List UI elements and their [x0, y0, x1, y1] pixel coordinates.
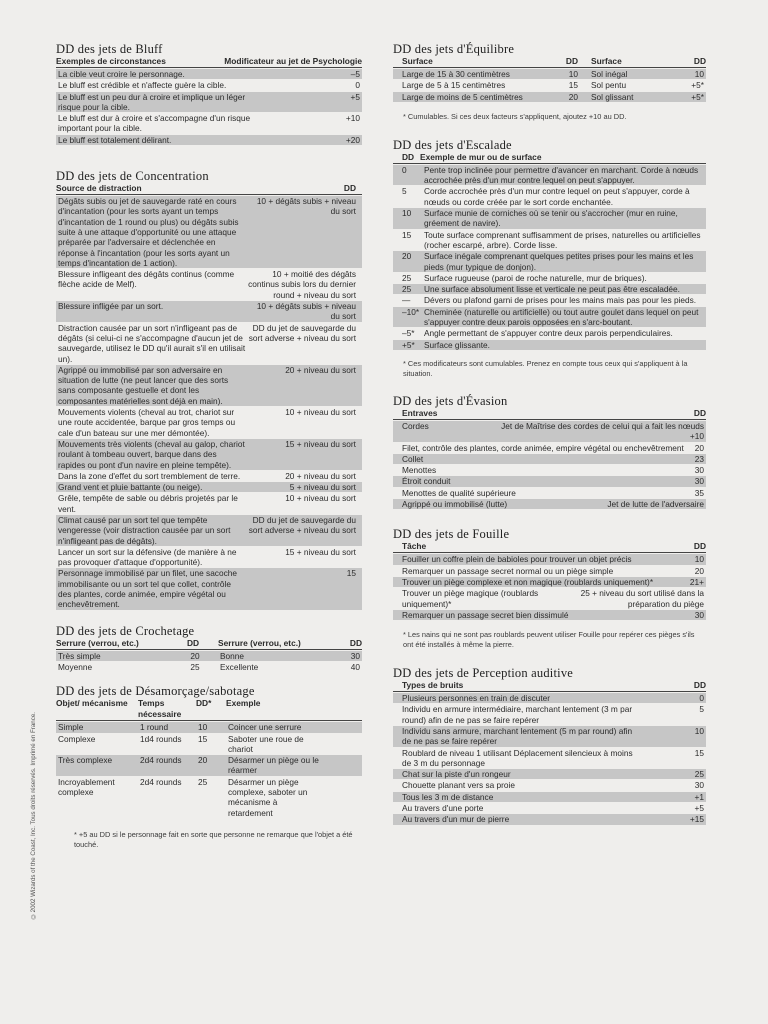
table-row — [393, 340, 706, 350]
right-column — [393, 42, 706, 825]
table-cell: 15 + niveau du sort — [285, 546, 356, 557]
table-row — [56, 722, 362, 732]
table-cell: 10 — [568, 69, 578, 79]
table-cell: 30 — [694, 476, 704, 487]
table-cell: 25 — [694, 769, 704, 780]
table-cell: Large de 15 à 30 centimètres — [402, 69, 510, 79]
table-cell: 5 + niveau du sort — [289, 482, 356, 493]
table-cell: 20 + niveau du sort — [285, 470, 356, 481]
table-cell: Remarquer un passage secret bien dissimulé — [402, 609, 569, 620]
table-cell: 23 — [694, 453, 704, 464]
table-cell: 20 — [568, 91, 578, 102]
table-cell: Agrippé ou immobilisé (lutte) — [402, 499, 508, 510]
table-cell: Une surface absolument lisse et verticale ne peut pas être escaladée. — [424, 284, 680, 295]
table-row — [393, 488, 706, 498]
table-cell: Individu en armure intermédiaire, marchant lentement (3 m par round) afin de ne pas se faire repérer — [402, 704, 633, 725]
table-cell: — — [402, 295, 411, 306]
fouille-note: * Les nains qui ne sont pas roublards peuvent utiliser Fouille pour repérer ces pièges s'ils ont été installés à même la pierre. — [403, 630, 695, 650]
table-cell: 40 — [350, 661, 360, 672]
table-row — [56, 482, 362, 492]
table-cell: Jet de lutte de l'adversaire — [607, 499, 704, 510]
table-cell: Surface inégale comprenant quelques petites prises pour les mains et les pieds (mur typique de donjon). — [424, 251, 694, 272]
table-cell: Surface glissante. — [424, 339, 490, 350]
table-cell: Grand vent et pluie battante (ou neige). — [58, 482, 203, 493]
table-row — [56, 196, 362, 268]
table-cell: 15 — [346, 568, 356, 579]
table-row — [56, 69, 362, 79]
left-column — [56, 42, 362, 850]
table-cell: Désarmer un piège complexe, saboter un mécanisme à retardement — [228, 776, 308, 818]
table-cell: Coincer une serrure — [228, 722, 302, 733]
table-cell: 20 — [402, 251, 412, 262]
table-cell: 2d4 rounds — [140, 755, 182, 766]
table-header: Types de bruits DD — [393, 680, 706, 692]
table-cell: 20 — [694, 442, 704, 453]
table-cell: Mouvements violents (cheval au trot, chariot sur une route accidentée, barque par gros temps ou cale d'un bateau sur une mer démontée). — [58, 407, 236, 438]
table-row — [393, 769, 706, 779]
table-cell: +5* — [691, 80, 704, 91]
table-header: Tâche DD — [393, 541, 706, 553]
table-cell: Climat causé par un sort tel que tempête vengeresse (voir distraction causée par un sort n'infligeant pas de dégâts). — [58, 514, 231, 546]
table-cell: +15 — [689, 814, 704, 825]
table-cell: 10 + niveau du sort — [285, 407, 356, 418]
table-cell: Très complexe — [58, 755, 113, 766]
table-row — [393, 780, 706, 790]
table-cell: 0 — [402, 164, 407, 175]
table-cell: Chouette planant vers sa proie — [402, 780, 516, 791]
table-row — [56, 568, 362, 609]
perception-section — [393, 666, 706, 825]
table-cell: +5* — [691, 91, 704, 102]
table-cell: 30 — [350, 650, 360, 661]
evasion-table — [393, 421, 706, 509]
table-cell: +5* — [402, 339, 415, 350]
table-row — [393, 476, 706, 486]
table-cell: 10 + dégâts subis + niveau du sort — [256, 301, 356, 322]
table-cell: Au travers d'une porte — [402, 803, 484, 814]
table-header: Exemples de circonstances Modificateur au jet de Psychologie — [56, 56, 362, 66]
table-cell: +5 — [694, 803, 704, 814]
table-cell: 25 + niveau du sort utilisé dans la préparation du piège — [580, 588, 704, 609]
table-cell: Blessure infligée par un sort. — [58, 301, 164, 312]
equilibre-section — [393, 42, 706, 122]
table-cell: 15 — [568, 80, 578, 91]
table-cell: Le bluff est crédible et n'affecte guère la cible. — [58, 80, 227, 91]
table-row — [393, 814, 706, 824]
table-cell: DD du jet de sauvegarde du sort adverse + niveau du sort — [248, 514, 356, 536]
table-cell: Cordes — [402, 420, 429, 431]
table-row — [393, 577, 706, 587]
table-cell: 10 — [402, 208, 412, 219]
table-row — [393, 499, 706, 509]
table-row — [393, 726, 706, 747]
table-row — [393, 693, 706, 703]
escalade-note: * Ces modificateurs sont cumulables. Prenez en compte tous ceux qui s'appliquent à la situation. — [403, 358, 688, 378]
table-row — [56, 439, 362, 470]
table-row — [393, 208, 706, 229]
table-cell: 30 — [694, 780, 704, 791]
table-cell: Large de moins de 5 centimètres — [402, 91, 523, 102]
table-cell: Saboter une roue de chariot — [228, 733, 304, 754]
table-row — [56, 755, 362, 776]
table-cell: –10* — [402, 306, 420, 317]
table-cell: 10 — [694, 69, 704, 79]
table-cell: 1 round — [140, 722, 169, 733]
table-row — [393, 251, 706, 272]
table-cell: +20 — [345, 134, 360, 145]
table-row — [56, 547, 362, 568]
table-cell: Surface rugueuse (paroi de roche naturelle, mur de briques). — [424, 272, 647, 283]
table-row — [393, 566, 706, 576]
table-cell: Mouvements très violents (cheval au galop, chariot roulant à tombeau ouvert, barque dans des rapides ou pont d'un navire en pleine tempête). — [58, 438, 245, 470]
table-cell: Agrippé ou immobilisé par son adversaire en situation de lutte (ne peut lancer que des sorts sans composante gestuelle et dont les composantes matérielles sont déjà en main). — [58, 364, 229, 406]
table-header: Serrure (verrou, etc.) DD Serrure (verrou, etc.) DD — [56, 637, 362, 648]
table-cell: –5* — [402, 328, 415, 339]
table-row — [56, 301, 362, 322]
table-row — [393, 284, 706, 294]
escalade-section — [393, 138, 706, 379]
fouille-section — [393, 527, 706, 650]
table-row — [393, 165, 706, 186]
table-cell: 5 — [699, 704, 704, 715]
section-title: DD des jets de Concentration — [56, 169, 209, 184]
table-cell: Jet de Maîtrise des cordes de celui qui a fait les nœuds +10 — [501, 420, 704, 442]
section-title: DD des jets d'Équilibre — [393, 42, 515, 56]
table-cell: 25 — [190, 661, 200, 672]
table-row — [56, 777, 362, 818]
table-row — [56, 493, 362, 514]
table-cell: Désarmer un piège ou le réarmer — [228, 755, 319, 776]
sabotage-section — [56, 684, 362, 850]
table-row — [393, 92, 706, 102]
table-cell: Angle permettant de s'appuyer contre deux parois perpendiculaires. — [424, 328, 673, 339]
table-cell: 30 — [694, 609, 704, 620]
equilibre-note: * Cumulables. Si ces deux facteurs s'appliquent, ajoutez +10 au DD. — [403, 111, 627, 121]
table-row — [393, 465, 706, 475]
table-cell: Personnage immobilisé par un filet, une sacoche immobilisante ou un sort tel que collet, contrôle des plantes, corde animée, empire végétal ou enchevêtrement. — [58, 568, 237, 610]
table-cell: Menottes — [402, 465, 437, 476]
crochetage-table — [56, 651, 362, 673]
table-cell: Trouver un piège magique (roublards uniquement)* — [402, 588, 539, 609]
table-cell: Au travers d'un mur de pierre — [402, 814, 510, 825]
table-cell: 20 — [694, 565, 704, 576]
concentration-table — [56, 196, 362, 610]
copyright-notice: ©2002 Wizards of the Coast, Inc. Tous droits réservés. Imprimé en France. — [30, 712, 37, 920]
section-title: DD des jets de Crochetage — [56, 623, 195, 638]
table-cell: 10 — [694, 554, 704, 565]
table-cell: 20 — [190, 650, 200, 661]
table-cell: Excellente — [220, 661, 259, 672]
table-row — [393, 748, 706, 769]
table-cell: Roublard de niveau 1 utilisant Déplacement silencieux à moins de 3 m du personnage — [402, 747, 633, 768]
table-cell: +10 — [345, 113, 360, 124]
table-cell: Lancer un sort sur la défensive (de manière à ne pas provoquer d'attaque d'opportunité). — [58, 546, 237, 568]
table-row — [393, 610, 706, 620]
table-row — [56, 323, 362, 364]
table-cell: +5 — [350, 91, 360, 102]
table-cell: Filet, contrôle des plantes, corde animée, empire végétal ou enchevêtrement — [402, 442, 684, 453]
table-row — [393, 803, 706, 813]
table-row — [56, 407, 362, 438]
table-header: Entraves DD — [393, 408, 706, 420]
table-cell: 10 + niveau du sort — [285, 493, 356, 504]
table-header: Objet/ mécanisme Temps nécessaire DD* Exemple — [56, 698, 362, 721]
table-cell: DD du jet de sauvegarde du sort adverse + niveau du sort — [248, 322, 356, 343]
table-cell: Fouiller un coffre plein de babioles pour trouver un objet précis — [402, 554, 632, 565]
table-cell: Blessure infligeant des dégâts continus (comme flèche acide de Melf). — [58, 269, 235, 290]
section-title: DD des jets de Bluff — [56, 42, 163, 56]
fouille-table — [393, 554, 706, 620]
table-cell: Incroyablement complexe — [58, 776, 115, 798]
table-cell: 10 — [694, 725, 704, 736]
table-cell: Dégâts subis ou jet de sauvegarde raté en cours d'incantation (pour les sorts ayant un temps d'incantation de 1 round ou plus) ou dégâts subis suite à une attaque d'opportunité ou une attaque préparée par l'adversaire et déclenchée en réponse à l'incantation (pour les sorts ayant un temps d'incantation de 1 action). — [58, 196, 239, 268]
table-cell: 2d4 rounds — [140, 776, 182, 787]
escalade-table — [393, 165, 706, 350]
evasion-section — [393, 394, 706, 509]
table-cell: 10 + moitié des dégâts continus subis lors du dernier round + niveau du sort — [248, 269, 356, 300]
equilibre-table — [393, 69, 706, 102]
table-row — [393, 454, 706, 464]
table-row — [56, 662, 362, 672]
table-cell: Grêle, tempête de sable ou débris projetés par le vent. — [58, 493, 238, 514]
table-cell: 25 — [402, 272, 412, 283]
table-header: DD Exemple de mur ou de surface — [393, 152, 706, 164]
table-cell: 10 — [198, 722, 208, 733]
table-cell: 5 — [402, 186, 407, 197]
section-title: DD des jets de Fouille — [393, 527, 510, 542]
table-cell: Sol pentu — [591, 80, 627, 91]
table-cell: 35 — [694, 487, 704, 498]
table-cell: 15 — [694, 747, 704, 758]
table-cell: 15 + niveau du sort — [285, 438, 356, 449]
table-cell: Corde accrochée près d'un mur contre lequel on peut s'appuyer, corde à nœuds ou corde créée par le sort corde enchantée. — [424, 186, 690, 207]
table-row — [393, 295, 706, 305]
table-cell: Moyenne — [58, 661, 93, 672]
table-row — [393, 273, 706, 283]
table-cell: 20 — [198, 755, 208, 766]
table-cell: Étroit conduit — [402, 476, 451, 487]
table-row — [56, 80, 362, 90]
table-cell: Bonne — [220, 650, 244, 661]
table-cell: Tous les 3 m de distance — [402, 791, 494, 802]
table-cell: 15 — [402, 229, 412, 240]
table-row — [393, 554, 706, 564]
table-row — [393, 69, 706, 79]
table-cell: 20 + niveau du sort — [285, 364, 356, 375]
table-cell: Le bluff est un peu dur à croire et implique un léger risque pour la cible. — [58, 91, 246, 112]
table-cell: Large de 5 à 15 centimètres — [402, 80, 506, 91]
table-cell: Dévers ou plafond garni de prises pour les mains mais pas pour les pieds. — [424, 295, 697, 306]
table-cell: 1d4 rounds — [140, 733, 182, 744]
table-cell: Surface munie de corniches où se tenir ou s'accrocher (mur en ruine, gréement de navire). — [424, 208, 678, 229]
table-cell: +1 — [694, 791, 704, 802]
table-cell: –5 — [350, 69, 360, 79]
table-cell: Sol glissant — [591, 91, 634, 102]
table-row — [56, 651, 362, 661]
table-cell: 0 — [699, 693, 704, 704]
sabotage-note: * +5 au DD si le personnage fait en sorte que personne ne remarque que l'objet a été touché. — [74, 829, 353, 849]
sabotage-table — [56, 722, 362, 818]
table-cell: Menottes de qualité supérieure — [402, 487, 516, 498]
table-cell: 25 — [402, 284, 412, 295]
table-cell: Collet — [402, 453, 424, 464]
table-cell: Pente trop inclinée pour permettre d'avancer en marchant. Corde à nœuds accrochée près d'un mur contre lequel on peut s'appuyer. — [424, 164, 699, 186]
table-row — [393, 421, 706, 442]
concentration-section — [56, 169, 362, 610]
table-row — [393, 186, 706, 207]
table-row — [393, 443, 706, 453]
table-row — [56, 471, 362, 481]
bluff-table — [56, 69, 362, 145]
table-row — [393, 307, 706, 328]
table-cell: Complexe — [58, 733, 96, 744]
table-row — [393, 704, 706, 725]
table-row — [393, 588, 706, 609]
table-row — [56, 92, 362, 113]
table-row — [56, 734, 362, 755]
table-row — [56, 135, 362, 145]
table-cell: Toute surface comprenant suffisamment de prises, naturelles ou artificielles (rocher escarpé, arbre). Corde lisse. — [424, 229, 701, 250]
table-header: Source de distraction DD — [56, 183, 362, 195]
table-cell: 25 — [198, 776, 208, 787]
table-cell: 15 — [198, 733, 208, 744]
table-row — [393, 792, 706, 802]
table-row — [393, 80, 706, 90]
section-title: DD des jets d'Escalade — [393, 137, 512, 152]
table-cell: Individu sans armure, marchant lentement (5 m par round) afin de ne pas se faire repérer — [402, 725, 633, 747]
table-cell: 10 + dégâts subis + niveau du sort — [256, 196, 356, 217]
table-cell: Chat sur la piste d'un rongeur — [402, 769, 511, 780]
perception-table — [393, 693, 706, 825]
table-cell: Plusieurs personnes en train de discuter — [402, 693, 551, 704]
table-row — [56, 515, 362, 546]
section-title: DD des jets d'Évasion — [393, 393, 508, 408]
section-title: DD des jets de Perception auditive — [393, 666, 574, 681]
table-row — [56, 269, 362, 300]
table-cell: Le bluff est dur à croire et s'accompagne d'un risque important pour la cible. — [58, 113, 251, 134]
table-row — [393, 230, 706, 251]
table-cell: Très simple — [58, 650, 101, 661]
table-header: Surface DD Surface DD — [393, 56, 706, 68]
table-cell: La cible veut croire le personnage. — [58, 69, 185, 79]
table-cell: Le bluff est totalement délirant. — [58, 134, 172, 145]
table-row — [56, 113, 362, 134]
table-cell: 0 — [355, 80, 360, 91]
table-row — [56, 365, 362, 406]
table-cell: Trouver un piège complexe et non magique (roublards uniquement)* — [402, 576, 654, 587]
table-cell: Remarquer un passage secret normal ou un piège simple — [402, 565, 614, 576]
table-cell: Distraction causée par un sort n'infligeant pas de dégâts (si celui-ci ne s'accompagne d'aucun jet de sauvegarde, utilisez le DD qu'il aurait s'il en utilisait un). — [58, 322, 246, 364]
bluff-section — [56, 42, 362, 145]
table-cell: Sol inégal — [591, 69, 628, 79]
table-row — [393, 328, 706, 338]
table-cell: Cheminée (naturelle ou artificielle) ou tout autre goulet dans lequel on peut s'appuyer contre deux parois opposées en s'arc-boutant. — [424, 306, 699, 328]
crochetage-section — [56, 624, 362, 673]
table-cell: 21+ — [689, 576, 704, 587]
table-cell: 30 — [694, 465, 704, 476]
section-title: DD des jets de Désamorçage/sabotage — [56, 684, 255, 699]
table-cell: Simple — [58, 722, 84, 733]
table-cell: Dans la zone d'effet du sort tremblement de terre. — [58, 470, 241, 481]
